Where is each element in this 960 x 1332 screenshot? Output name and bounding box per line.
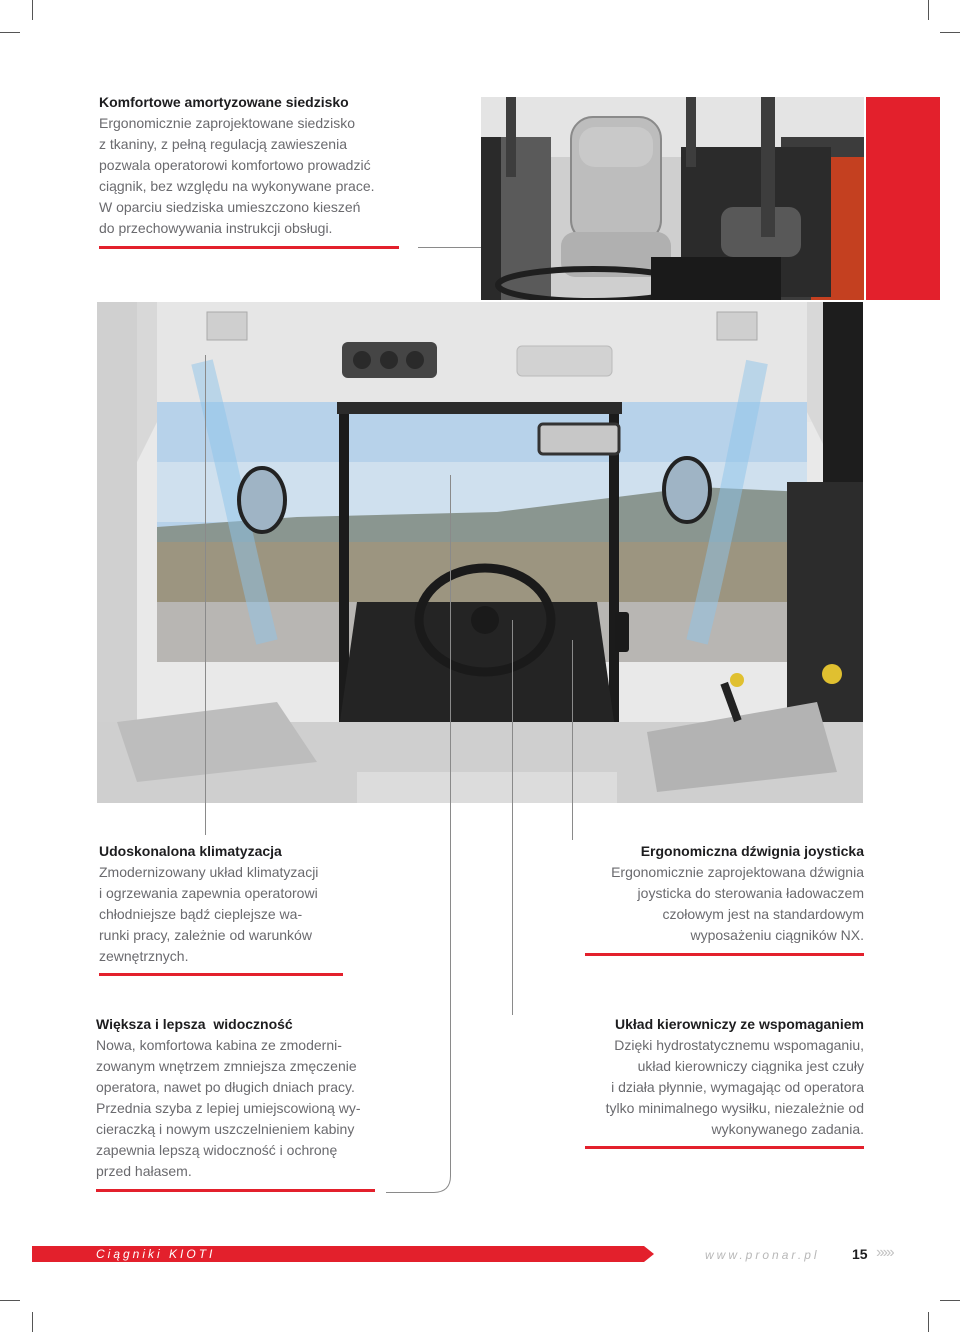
- steering-title: Układ kierowniczy ze wspomaganiem: [615, 1016, 864, 1032]
- seat-text: Ergonomicznie zaprojektowane siedzisko z tkaniny, z pełną regulacją zawieszenia pozwala operatorowi komfortowo prowadzić ciągnik, bez względu na wykonywane prace. W oparciu siedziska umieszczono kieszeń do przechowywania instrukcji obsługi.: [99, 115, 375, 236]
- crop-mark: [32, 0, 33, 20]
- crop-mark: [940, 1300, 960, 1301]
- seat-underline: [99, 246, 399, 249]
- visibility-connector-curve: [386, 1192, 434, 1193]
- footer-brand: Ciągniki KIOTI: [96, 1247, 216, 1261]
- crop-mark: [940, 32, 960, 33]
- chevrons-icon: ›››››: [876, 1244, 893, 1261]
- steering-underline: [585, 1146, 864, 1149]
- page-number: 15: [852, 1246, 868, 1262]
- joystick-underline: [585, 953, 864, 956]
- seat-title: Komfortowe amortyzowane siedzisko: [99, 94, 349, 110]
- crop-mark: [0, 1300, 20, 1301]
- crop-mark: [32, 1312, 33, 1332]
- footer-website-link[interactable]: www.pronar.pl: [705, 1248, 820, 1262]
- climate-title: Udoskonalona klimatyzacja: [99, 843, 282, 859]
- red-accent-block: [866, 97, 940, 300]
- visibility-text: Nowa, komfortowa kabina ze zmoderni- zowanym wnętrzem zmniejsza zmęczenie operatora, nawet po długich dniach pracy. Przednia szyba z lepiej umiejscowioną wy- cieraczką i nowym uszczelnieniem kabiny zapewnia lepszą widoczność i ochronę przed hałasem.: [96, 1037, 361, 1179]
- visibility-title: Większa i lepsza widoczność: [96, 1016, 293, 1032]
- joystick-connector: [572, 640, 573, 840]
- visibility-underline: [96, 1189, 375, 1192]
- cab-photo: [97, 302, 863, 803]
- footer-arrow: [644, 1246, 654, 1262]
- crop-mark: [928, 0, 929, 20]
- crop-mark: [0, 32, 20, 33]
- steering-connector: [512, 620, 513, 1015]
- joystick-title: Ergonomiczna dźwignia joysticka: [640, 843, 864, 859]
- climate-text: Zmodernizowany układ klimatyzacji i ogrzewania zapewnia operatorowi chłodniejsze bądź cieplejsze wa- runki pracy, zależnie od warunków zewnętrznych.: [99, 864, 319, 964]
- climate-underline: [99, 973, 343, 976]
- visibility-connector-corner: [430, 1170, 452, 1194]
- visibility-connector-vertical: [450, 475, 451, 1175]
- joystick-text: Ergonomicznie zaprojektowana dźwignia joysticka do sterowania ładowaczem czołowym jest na standardowym wyposażeniu ciągników NX.: [611, 864, 864, 943]
- crop-mark: [928, 1312, 929, 1332]
- climate-connector: [205, 355, 206, 835]
- steering-text: Dzięki hydrostatycznemu wspomaganiu, układ kierowniczy ciągnika jest czuły i działa płynnie, wymagając od operatora tylko minimalnego wysiłku, niezależnie od wykonywanego zadania.: [605, 1037, 864, 1137]
- seat-photo: [481, 97, 864, 300]
